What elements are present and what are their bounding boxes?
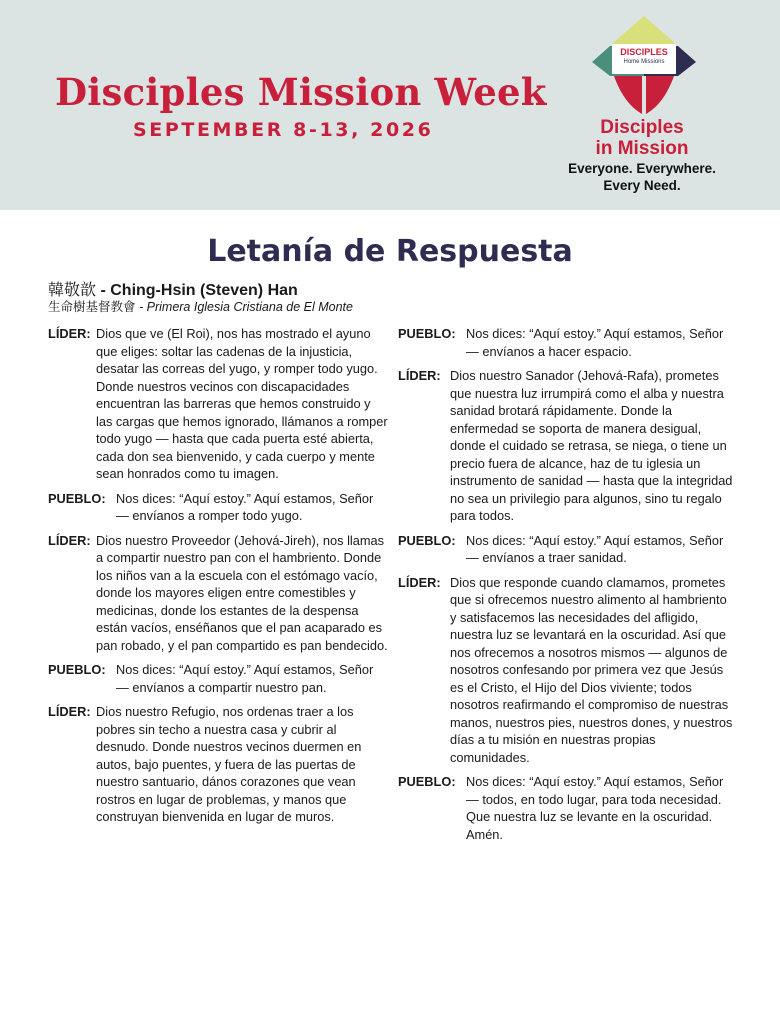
affiliation-line <box>48 297 353 315</box>
author-name-zh: 韓敬歆 <box>48 282 97 299</box>
speaker-label: PUEBLO: <box>398 326 456 341</box>
speaker-label: PUEBLO: <box>398 774 456 789</box>
disciples-logo <box>588 14 700 118</box>
speaker-label: PUEBLO: <box>48 662 106 677</box>
logo-tagline-line1: Everyone. Everywhere. <box>568 161 716 176</box>
page-title: Letanía de Respuesta <box>207 234 573 269</box>
litany-left-column <box>48 325 388 833</box>
litany-entry <box>398 325 736 360</box>
entry-text: Dios nuestro Proveedor (Jehová-Jireh), nos llamas a compartir nuestro pan con el hambriento. Donde los niños van a la escuela con el estómago vacío, donde los mayores eligen entre comestibles y medicinas, donde los estantes de la despensa están vacíos, enséñanos que el pan acaparado es pan robado, y el pan compartido es pan bendecido. <box>96 532 388 653</box>
speaker-label: LÍDER: <box>48 326 91 341</box>
litany-entry <box>398 367 736 525</box>
entry-text: Nos dices: “Aquí estoy.” Aquí estamos, Señor — envíanos a compartir nuestro pan. <box>116 662 374 695</box>
event-dates: SEPTEMBER 8-13, 2026 <box>133 119 434 141</box>
entry-text: Dios nuestro Refugio, nos ordenas traer a los pobres sin techo a nuestra casa y cubrir al desnudo. Donde nuestros vecinos duermen en autos, bajo puentes, y fuera de las puertas de nuestro santuario, dános corazones que vean rostros en lugar de problemas, y manos que construyan bienvenida en lugar de muros. <box>96 704 362 824</box>
entry-text: Nos dices: “Aquí estoy.” Aquí estamos, Señor — envíanos a hacer espacio. <box>466 326 724 359</box>
speaker-label: LÍDER: <box>48 532 91 548</box>
litany-entry <box>48 532 388 655</box>
speaker-label: LÍDER: <box>398 574 441 590</box>
author-name-en: Ching-Hsin (Steven) Han <box>110 282 298 299</box>
litany-entry <box>48 661 388 696</box>
affiliation-separator: - <box>135 300 147 314</box>
litany-entry <box>398 773 736 843</box>
speaker-label: LÍDER: <box>48 704 91 719</box>
logo-tagline <box>550 160 734 194</box>
speaker-label: LÍDER: <box>398 368 441 383</box>
logo-mark-subtext: Home Missions <box>623 59 665 65</box>
logo-name-line1: Disciples <box>600 117 684 138</box>
speaker-label: PUEBLO: <box>48 490 106 506</box>
affiliation-church-en: Primera Iglesia Cristiana de El Monte <box>146 300 353 314</box>
entry-text: Dios que responde cuando clamamos, prometes que si ofrecemos nuestro alimento al hambriento y satisfacemos las necesidades del afligido, nuestra luz se levantará en la oscuridad. Así que nos ofrecemos a nosotros mismos — algunos de nosotros confesando por primera vez que Jesús es el Cristo, el Hijo del Dios viviente; todos nosotros reafirmando el compromiso de nuestras manos, nuestros pies, nuestros dones, y nuestros días a tu misión en nuestras propias comunidades. <box>450 574 733 765</box>
event-title: Disciples Mission Week <box>55 70 547 114</box>
litany-entry <box>48 490 388 525</box>
litany-entry <box>48 703 388 826</box>
author-separator: - <box>96 282 111 299</box>
affiliation-church-zh: 生命樹基督教會 <box>48 300 136 314</box>
logo-name <box>560 117 724 159</box>
speaker-label: PUEBLO: <box>398 532 456 548</box>
entry-text: Nos dices: “Aquí estoy.” Aquí estamos, Señor — todos, en todo lugar, para toda necesidad. Que nuestra luz se levante en la oscuridad. Amén. <box>466 774 724 842</box>
litany-entry <box>48 325 388 483</box>
logo-mark-text: DISCIPLES <box>620 47 668 57</box>
litany-right-column <box>398 325 736 850</box>
litany-entry <box>398 532 736 567</box>
entry-text: Nos dices: “Aquí estoy.” Aquí estamos, Señor — envíanos a traer sanidad. <box>466 532 724 565</box>
logo-name-line2: in Mission <box>595 138 689 159</box>
litany-entry <box>398 574 736 767</box>
header-banner <box>0 0 780 210</box>
entry-text: Dios que ve (El Roi), nos has mostrado el ayuno que eliges: soltar las cadenas de la injusticia, desatar las correas del yugo, y romper todo yugo. Donde nuestros vecinos con discapacidades encuentran las barreras que hemos construido y las cargas que hemos ignorado, llámanos a romper todo yugo — hasta que cada puerta esté abierta, cada don sea bienvenido, y cada cuerpo y mente sean honrados como tu imagen. <box>96 326 388 481</box>
entry-text: Dios nuestro Sanador (Jehová-Rafa), prometes que nuestra luz irrumpirá como el alba y nuestra sanidad brotará rápidamente. Donde la enfermedad se soporta de manera desigual, donde el cuidado se retrasa, se niega, o tiene un precio fuera de alcance, haz de tu iglesia un instrumento de sanidad — hasta que la integridad no sea un privilegio para algunos, sino tu regalo para todos. <box>450 368 733 523</box>
logo-tagline-line2: Every Need. <box>603 178 681 193</box>
entry-text: Nos dices: “Aquí estoy.” Aquí estamos, Señor — envíanos a romper todo yugo. <box>116 490 374 523</box>
logo-mark-icon <box>588 14 700 118</box>
